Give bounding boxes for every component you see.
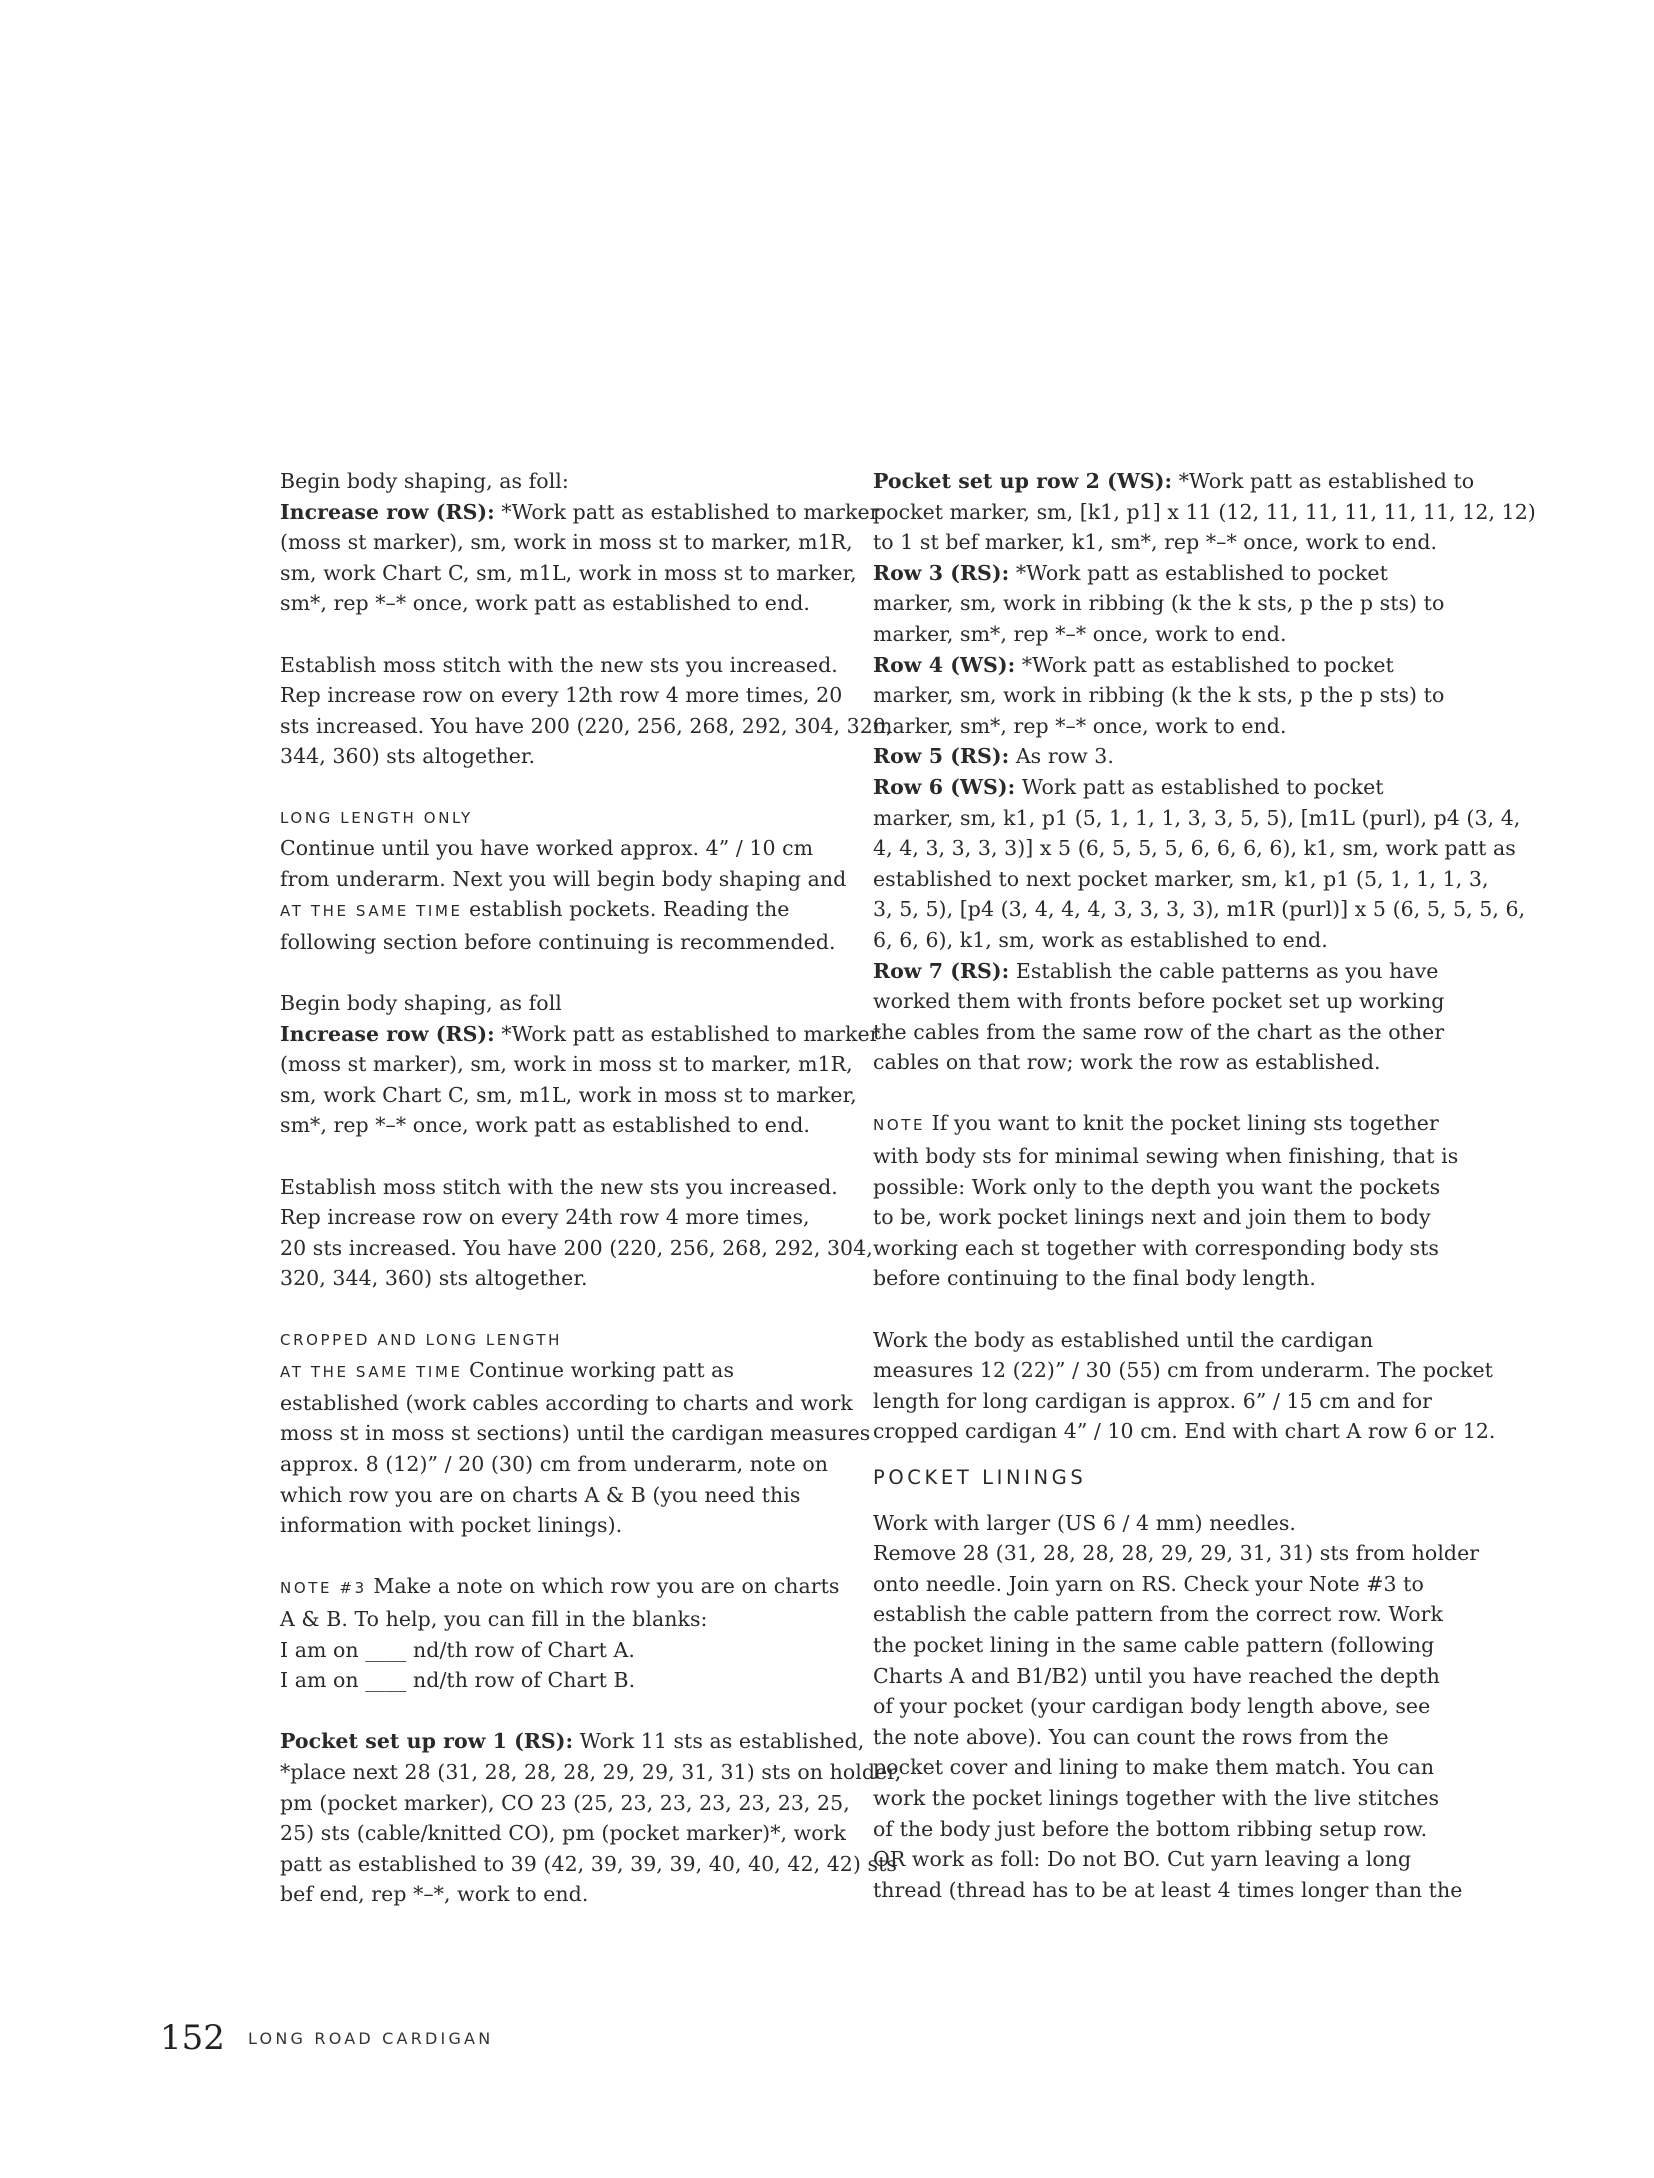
text-line: to 1 st bef marker, k1, sm*, rep *–* once, work to end. [873,530,1438,555]
text-line: I am on ____ nd/th row of Chart A. [280,1637,635,1662]
bold-label: Row 4 (WS): [873,652,1016,677]
text-line: 4, 4, 3, 3, 3, 3)] x 5 (6, 5, 5, 5, 6, 6, 6, 6), k1, sm, work patt as [873,836,1516,861]
paragraph [873,1508,1480,1906]
text-line: approx. 8 (12)” / 20 (30) cm from underarm, note on [280,1452,829,1476]
left-column [280,466,902,1941]
text-line: the note above). You can count the rows from the [873,1724,1389,1749]
text-line: bef end, rep *–*, work to end. [280,1882,589,1907]
page-footer [160,2018,493,2058]
text-run: *Work patt as established to marker [494,499,880,524]
text-line: sm, work Chart C, sm, m1L, work in moss st to marker, [280,560,857,585]
bold-label: Row 7 (RS): [873,958,1010,983]
text-line: cropped cardigan 4” / 10 cm. End with chart A row 6 or 12. [873,1419,1496,1444]
text-line: sm*, rep *–* once, work patt as established to end. [280,1113,810,1138]
text-line: pocket marker, sm, [k1, p1] x 11 (12, 11, 11, 11, 11, 11, 12, 12) [873,499,1536,524]
page-number: 152 [160,2018,225,2058]
paragraph [873,466,1536,1078]
text-line: Work with larger (US 6 / 4 mm) needles. [873,1510,1297,1535]
text-line: marker, sm*, rep *–* once, work to end. [873,621,1287,646]
bold-label: Row 6 (WS): [873,774,1016,799]
text-line: Rep increase row on every 24th row 4 more times, [280,1205,810,1230]
paragraph [873,1325,1496,1447]
text-line: thread (thread has to be at least 4 times longer than the [873,1877,1463,1902]
text-line: A & B. To help, you can fill in the blanks: [280,1606,708,1631]
text-line: *place next 28 (31, 28, 28, 28, 29, 29, 31, 31) sts on holder, [280,1759,902,1784]
text-line [873,956,1439,987]
text-line: from underarm. Next you will begin body shaping and [280,866,847,891]
text-run: *Work patt as established to pocket [1009,560,1388,585]
text-line [873,1108,1439,1141]
text-run: *Work patt as established to marker [494,1021,880,1046]
text-line: worked them with fronts before pocket set up working [873,989,1445,1014]
text-line: Continue until you have worked approx. 4” / 10 cm [280,836,814,861]
section-subheading: CROPPED AND LONG LENGTH [280,1330,563,1349]
text-run: As row 3. [1009,744,1114,769]
text-line: measures 12 (22)” / 30 (55) cm from underarm. The pocket [873,1358,1493,1383]
text-line: Rep increase row on every 12th row 4 more times, 20 [280,683,843,708]
text-run: Work patt as established to pocket [1015,774,1384,799]
bold-label: Row 3 (RS): [873,560,1010,585]
text-line: information with pocket linings). [280,1513,623,1538]
paragraph [280,1726,902,1910]
text-line: onto needle. Join yarn on RS. Check your Note #3 to [873,1571,1424,1596]
text-line: before continuing to the final body length. [873,1266,1316,1291]
text-line: the cables from the same row of the chart as the other [873,1019,1445,1044]
text-line: 3, 5, 5), [p4 (3, 4, 4, 4, 3, 3, 3, 3), m1R (purl)] x 5 (6, 5, 5, 5, 6, [873,897,1526,922]
text-line: OR work as foll: Do not BO. Cut yarn leaving a long [873,1847,1412,1872]
text-line [873,741,1428,772]
text-line: patt as established to 39 (42, 39, 39, 39, 40, 40, 42, 42) sts [280,1851,897,1876]
text-line: 6, 6, 6), k1, sm, work as established to end. [873,927,1328,952]
bold-label: Pocket set up row 2 (WS): [873,469,1173,493]
bold-label: Row 5 (RS): [873,744,1010,769]
bold-label: Increase row (RS): [280,1021,495,1046]
text-line: Establish moss stitch with the new sts you increased. [280,652,838,677]
text-line [280,1019,880,1050]
text-line [280,1571,840,1604]
text-line [873,650,1428,681]
text-line: marker, sm, k1, p1 (5, 1, 1, 1, 3, 3, 5, 5), [m1L (purl), p4 (3, 4, [873,805,1521,830]
text-line [280,1726,865,1757]
small-caps-label: NOTE #3 [280,1579,367,1598]
text-run: Establish the cable patterns as you have [1009,958,1439,983]
text-line [280,894,840,927]
text-line: moss st in moss st sections) until the cardigan measures [280,1421,871,1446]
text-line: 25) sts (cable/knitted CO), pm (pocket marker)*, work [280,1821,846,1846]
paragraph [280,650,893,772]
text-line: to be, work pocket linings next and join them to body [873,1205,1431,1230]
text-line: of the body just before the bottom ribbing setup row. [873,1816,1428,1841]
text-line: cables on that row; work the row as established. [873,1050,1381,1075]
text-line [873,558,1428,589]
text-line: sts increased. You have 200 (220, 256, 268, 292, 304, 320, [280,713,893,738]
paragraph [280,988,880,1141]
text-line: which row you are on charts A & B (you need this [280,1482,801,1507]
text-line: Charts A and B1/B2) until you have reached the depth [873,1663,1440,1688]
text-line: marker, sm*, rep *–* once, work to end. [873,713,1287,738]
text-line: marker, sm, work in ribbing (k the k sts, p the p sts) to [873,591,1445,616]
text-line: Begin body shaping, as foll [280,991,562,1016]
text-line: of your pocket (your cardigan body length above, see [873,1694,1431,1719]
bold-label: Increase row (RS): [280,499,495,524]
section-heading: POCKET LININGS [873,1466,1087,1489]
text-line: establish the cable pattern from the correct row. Work [873,1602,1443,1627]
paragraph [280,1325,871,1541]
running-title: LONG ROAD CARDIGAN [248,2029,494,2048]
text-line: 320, 344, 360) sts altogether. [280,1266,588,1291]
text-line: following section before continuing is recommended. [280,929,836,954]
small-caps-label: AT THE SAME TIME [280,902,463,921]
text-line: length for long cardigan is approx. 6” / 15 cm and for [873,1388,1432,1413]
text-line: I am on ____ nd/th row of Chart B. [280,1668,636,1693]
text-line: Begin body shaping, as foll: [280,469,569,493]
paragraph [280,803,847,958]
text-run: *Work patt as established to pocket [1015,652,1394,677]
text-line [873,466,1475,497]
note-paragraph [873,1108,1459,1294]
text-line: (moss st marker), sm, work in moss st to marker, m1R, [280,530,853,555]
bold-label: Pocket set up row 1 (RS): [280,1729,574,1754]
text-line: (moss st marker), sm, work in moss st to marker, m1R, [280,1052,853,1077]
text-line: marker, sm, work in ribbing (k the k sts, p the p sts) to [873,683,1445,708]
text-run: Make a note on which row you are on charts [366,1574,840,1599]
small-caps-label: AT THE SAME TIME [280,1363,463,1382]
text-run: Work 11 sts as established, [573,1729,865,1754]
text-line [873,772,1428,803]
text-line: sm, work Chart C, sm, m1L, work in moss st to marker, [280,1082,857,1107]
paragraph [280,1172,873,1294]
text-line: 20 sts increased. You have 200 (220, 256, 268, 292, 304, [280,1235,873,1260]
text-line: work the pocket linings together with the live stitches [873,1785,1440,1810]
text-line: established to next pocket marker, sm, k1, p1 (5, 1, 1, 1, 3, [873,866,1489,891]
text-run: Continue working patt as [462,1358,735,1383]
text-line: Work the body as established until the cardigan [873,1327,1374,1352]
note-paragraph [280,1571,840,1695]
text-line: the pocket lining in the same cable pattern (following [873,1632,1435,1657]
text-line: possible: Work only to the depth you want the pockets [873,1174,1441,1199]
text-line: working each st together with corresponding body sts [873,1235,1439,1260]
text-line: established (work cables according to charts and work [280,1390,853,1415]
text-line: Establish moss stitch with the new sts you increased. [280,1174,838,1199]
paragraph [280,466,880,619]
text-line: Remove 28 (31, 28, 28, 28, 29, 29, 31, 31) sts from holder [873,1541,1480,1566]
text-line [280,1355,840,1388]
text-run: If you want to knit the pocket lining sts together [925,1111,1439,1136]
text-line: pocket cover and lining to make them match. You can [873,1755,1435,1780]
text-line: sm*, rep *–* once, work patt as established to end. [280,591,810,616]
text-line: with body sts for minimal sewing when finishing, that is [873,1144,1459,1169]
section-subheading: LONG LENGTH ONLY [280,808,473,827]
text-line: 344, 360) sts altogether. [280,744,536,769]
right-column [873,466,1536,1936]
text-run: establish pockets. Reading the [462,897,790,922]
text-line [280,497,880,528]
text-line: pm (pocket marker), CO 23 (25, 23, 23, 23, 23, 23, 25, [280,1790,850,1815]
text-run: *Work patt as established to [1172,469,1475,493]
small-caps-label: NOTE [873,1116,926,1135]
